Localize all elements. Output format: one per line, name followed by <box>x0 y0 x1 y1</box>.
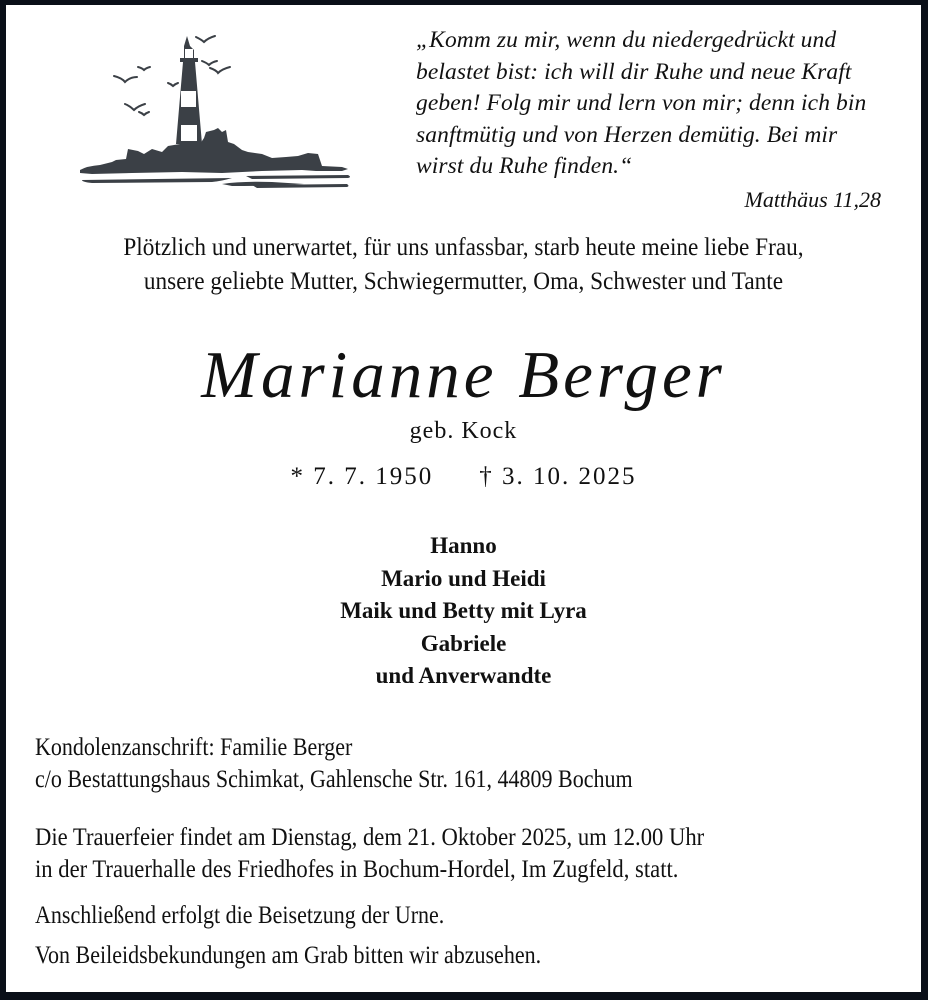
bible-quote <box>416 25 916 183</box>
intro-text <box>38 231 889 299</box>
quote-line: belastet bist: ich will dir Ruhe und neue Kraft <box>416 58 852 85</box>
ceremony-info <box>35 822 704 885</box>
death-date: † 3. 10. 2025 <box>479 463 637 490</box>
ceremony-line: Die Trauerfeier findet am Dienstag, dem 21. Oktober 2025, um 12.00 Uhr <box>35 824 705 851</box>
family-member: Maik und Betty mit Lyra <box>340 598 587 623</box>
obituary-notice <box>6 5 921 992</box>
intro-line: unsere geliebte Mutter, Schwiegermutter, Oma, Schwester und Tante <box>143 268 784 295</box>
birth-date: * 7. 7. 1950 <box>290 463 434 490</box>
condolence-line: Kondolenzanschrift: Familie Berger <box>35 734 353 761</box>
quote-line: geben! Folg mir und lern von mir; denn ich bin <box>416 90 867 116</box>
life-dates <box>6 463 921 491</box>
quote-line: „Komm zu mir, wenn du niedergedrückt und <box>416 27 837 53</box>
family-list <box>6 530 921 693</box>
family-member: und Anverwandte <box>375 663 552 688</box>
quote-line: wirst du Ruhe finden.“ <box>416 153 633 179</box>
birth-name: geb. Kock <box>409 418 518 444</box>
quote-reference: Matthäus 11,28 <box>744 187 881 212</box>
condolence-line: c/o Bestattungshaus Schimkat, Gahlensche Str. 161, 44809 Bochum <box>35 765 633 793</box>
family-member: Mario und Heidi <box>381 565 546 591</box>
family-member: Hanno <box>430 533 497 558</box>
quote-line: sanftmütig und von Herzen demütig. Bei mir <box>416 121 838 148</box>
condolence-address <box>35 732 633 795</box>
ceremony-line: in der Trauerhalle des Friedhofes in Bochum-Hordel, Im Zugfeld, statt. <box>35 855 679 883</box>
family-member: Gabriele <box>420 630 507 656</box>
intro-line: Plötzlich und unerwartet, für uns unfassbar, starb heute meine liebe Frau, <box>123 234 804 261</box>
lighthouse-icon <box>72 32 362 202</box>
deceased-name: Marianne Berger <box>201 338 726 412</box>
no-condolences-note: Von Beileidsbekundungen am Grab bitten wir abzusehen. <box>35 942 542 969</box>
urn-burial-note: Anschließend erfolgt die Beisetzung der Urne. <box>35 902 445 929</box>
